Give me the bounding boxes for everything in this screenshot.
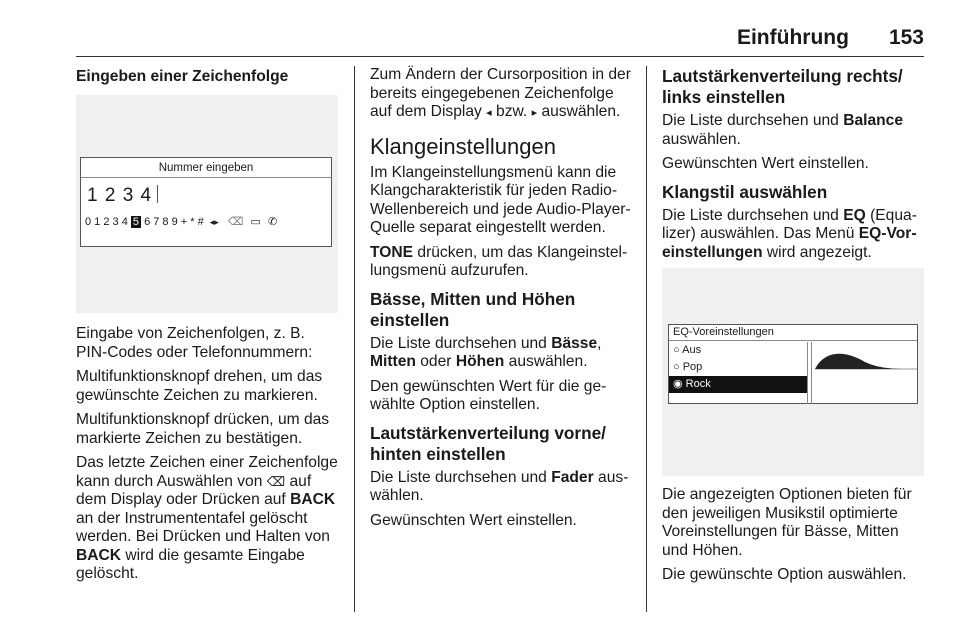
- section-title: Einführung: [736, 26, 849, 49]
- text-cursor: [157, 185, 158, 203]
- character-picker: [85, 214, 277, 230]
- column-divider: [646, 66, 647, 612]
- preset-item[interactable]: ○ Aus: [673, 344, 702, 356]
- caption: Eingabe von Zeichenfolgen, z. B. PIN-Codes oder Telefonnummern:: [76, 325, 313, 361]
- column-1: [76, 66, 340, 590]
- right-arrow-icon: ▸: [531, 107, 538, 119]
- radio-selected-icon: ◉: [673, 378, 683, 390]
- page-number: 153: [888, 26, 924, 49]
- number-entry-screen: [80, 157, 332, 247]
- back-button-label: BACK: [290, 491, 336, 508]
- preset-item[interactable]: ○ Pop: [673, 361, 703, 373]
- paragraph: Gewünschten Wert einstellen.: [662, 155, 869, 172]
- paragraph: Multifunktionsknopf drücken, um das markierte Zeichen zu bestätigen.: [76, 411, 330, 447]
- column-2: [370, 66, 634, 536]
- picker-selected-char[interactable]: 5: [132, 216, 140, 228]
- preset-item-selected[interactable]: ◉ Rock: [669, 376, 807, 393]
- paragraph: Die Liste durchsehen und Balance auswählen.: [662, 112, 904, 148]
- section-heading: Klangeinstellungen: [370, 133, 556, 159]
- picker-chars[interactable]: 6 7 8 9 + * #: [144, 216, 204, 228]
- paragraph: Die Liste durchsehen und Bässe, Mitten oder Höhen auswählen.: [370, 334, 602, 370]
- eq-presets-screen: [668, 324, 918, 404]
- phone-icon[interactable]: ✆: [267, 216, 278, 228]
- cursor-left-right-icon[interactable]: ◂▸: [209, 217, 219, 227]
- paragraph: Die Liste durchsehen und Fader auswählen.: [370, 468, 629, 504]
- scrollbar[interactable]: [807, 342, 812, 404]
- subsection-heading: Lautstärkenverteilung rechts/ links einstellen: [662, 66, 903, 107]
- backspace-icon[interactable]: ⌫: [227, 216, 244, 228]
- eq-curve-graphic: [815, 342, 917, 402]
- paragraph: Multifunktionsknopf drehen, um das gewünschte Zeichen zu markieren.: [76, 368, 323, 404]
- column-divider: [354, 66, 355, 612]
- page-header: [737, 26, 924, 54]
- paragraph: Die gewünschte Option auswählen.: [662, 566, 907, 583]
- paragraph: Den gewünschten Wert für die gewählte Option einstellen.: [370, 377, 607, 413]
- entered-value: 1 2 3 4: [87, 185, 153, 206]
- subsection-heading: Klangstil auswählen: [662, 181, 828, 202]
- paragraph: Die Liste durchsehen und EQ (Equalizer) auswählen. Das Menü EQ-Voreinstellungen wird angezeigt.: [662, 206, 917, 261]
- eq-presets-screenshot: [662, 268, 924, 476]
- column-3: [662, 66, 924, 591]
- radio-icon: ○: [673, 344, 680, 356]
- paragraph: TONE drücken, um das Klangeinstellungsmenü aufzurufen.: [370, 243, 628, 279]
- left-arrow-icon: ◂: [486, 107, 492, 119]
- entered-digits: [81, 178, 331, 207]
- subsection-heading: Bässe, Mitten und Höhen einstellen: [370, 288, 576, 330]
- number-entry-screenshot: [76, 95, 338, 313]
- screen-title: EQ-Voreinstellungen: [669, 325, 917, 341]
- paragraph: Gewünschten Wert einstellen.: [370, 511, 577, 529]
- paragraph: Zum Ändern der Cursorposition in der bereits eingegebenen Zeichenfolge auf dem Display ◂ bzw. ▸ auswählen.: [370, 66, 631, 120]
- tone-button-label: TONE: [370, 243, 414, 261]
- book-icon[interactable]: ▭: [250, 216, 261, 228]
- picker-chars[interactable]: 0 1 2 3 4: [85, 216, 128, 228]
- header-rule: [76, 56, 924, 57]
- paragraph: Das letzte Zeichen einer Zeichenfolge kann durch Auswählen von ⌫ auf dem Display oder Drücken auf BACK an der Instrumententafel gelöscht werden. Bei Drücken und Halten von BACK wird die gesamte Eingabe gelöscht.: [76, 454, 338, 582]
- section-heading: Eingeben einer Zeichenfolge: [76, 68, 289, 85]
- back-button-label: BACK: [76, 546, 122, 564]
- paragraph: Die angezeigten Optionen bieten für den jeweiligen Musikstil optimierte Voreinstellungen für Bässe, Mitten und Höhen.: [662, 486, 912, 559]
- delete-char-icon: ⌫: [266, 473, 286, 489]
- subsection-heading: Lautstärkenverteilung vorne/ hinten einstellen: [370, 422, 606, 464]
- radio-icon: ○: [673, 361, 680, 373]
- paragraph: Im Klangeinstellungsmenü kann die Klangcharakteristik für jeden Radio-Wellenbereich und jede Audio-Player-Quelle separat eingestellt werden.: [370, 163, 631, 236]
- preset-list[interactable]: [669, 342, 807, 393]
- screen-title: Nummer eingeben: [81, 158, 331, 178]
